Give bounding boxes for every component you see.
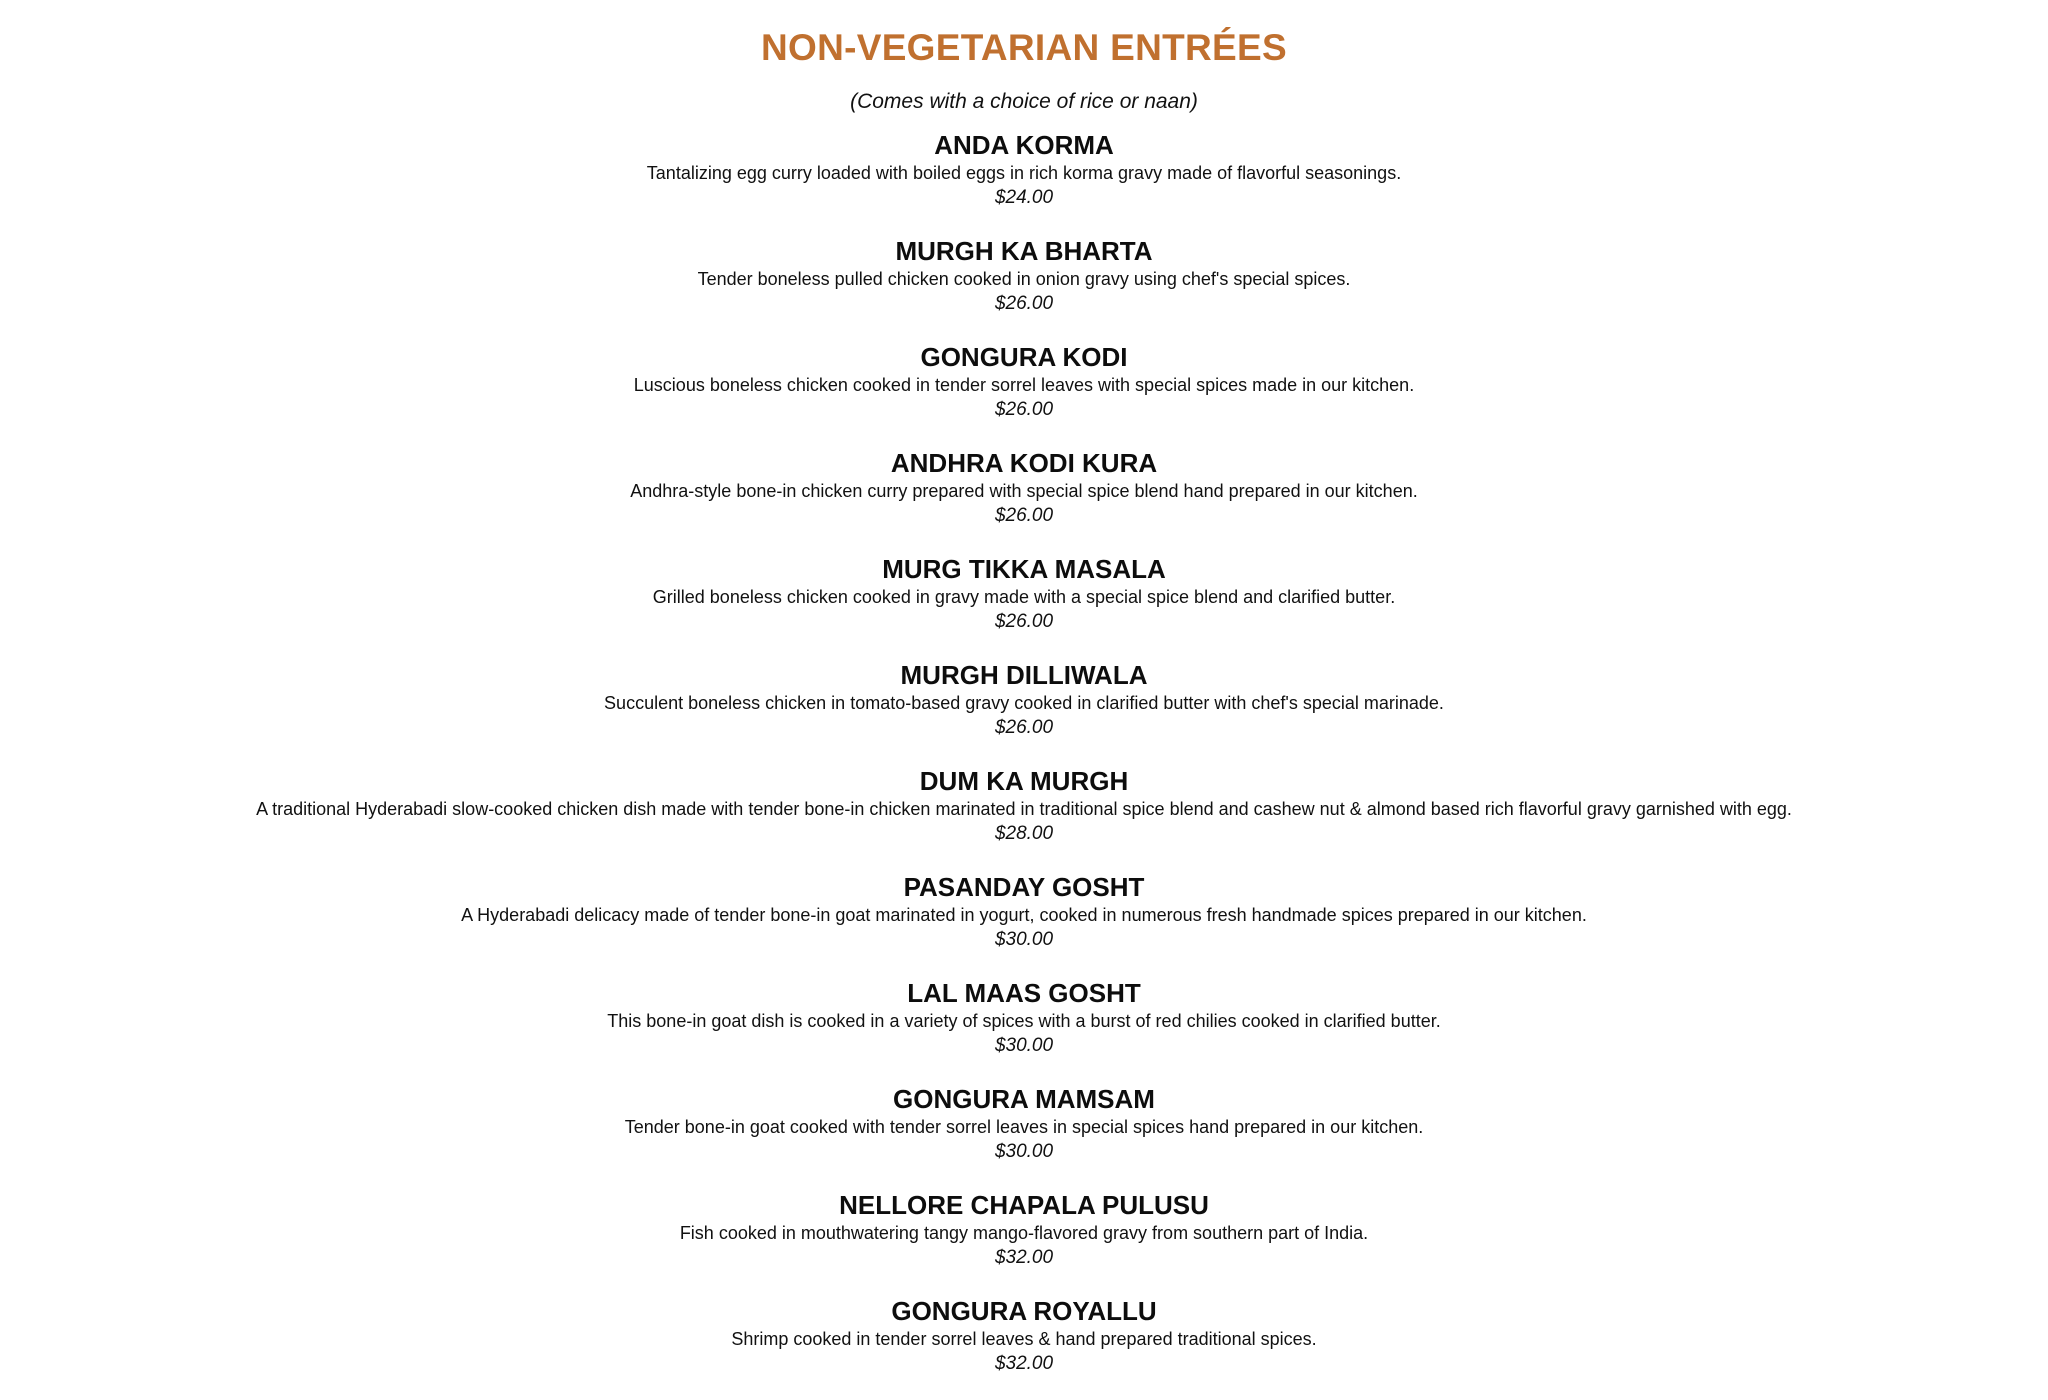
menu-item <box>0 446 2048 552</box>
menu-item <box>0 764 2048 870</box>
item-price: $26.00 <box>994 611 1054 632</box>
menu-item <box>0 976 2048 1082</box>
item-description: Tantalizing egg curry loaded with boiled eggs in rich korma gravy made of flavorful seasonings. <box>646 163 1402 183</box>
item-description: Luscious boneless chicken cooked in tender sorrel leaves with special spices made in our kitchen. <box>633 375 1415 395</box>
menu-item <box>0 128 2048 234</box>
item-price: $26.00 <box>994 399 1054 420</box>
menu-item <box>0 1294 2048 1400</box>
item-description: Fish cooked in mouthwatering tangy mango-flavored gravy from southern part of India. <box>679 1223 1369 1243</box>
menu-item <box>0 340 2048 446</box>
item-name: GONGURA ROYALLU <box>891 1296 1157 1326</box>
item-description: Succulent boneless chicken in tomato-based gravy cooked in clarified butter with chef's special marinade. <box>604 693 1444 713</box>
menu-item <box>0 552 2048 658</box>
menu-list <box>0 128 2048 1400</box>
item-name: MURGH KA BHARTA <box>895 236 1153 266</box>
item-description: Tender boneless pulled chicken cooked in onion gravy using chef's special spices. <box>697 269 1351 289</box>
item-description: This bone-in goat dish is cooked in a variety of spices with a burst of red chilies cooked in clarified butter. <box>607 1011 1441 1031</box>
item-price: $32.00 <box>994 1247 1054 1268</box>
section-subtitle: (Comes with a choice of rice or naan) <box>850 90 1198 113</box>
menu-item <box>0 870 2048 976</box>
item-description: Tender bone-in goat cooked with tender sorrel leaves in special spices hand prepared in our kitchen. <box>624 1117 1424 1137</box>
item-price: $26.00 <box>994 293 1054 314</box>
item-description: A traditional Hyderabadi slow-cooked chicken dish made with tender bone-in chicken marinated in traditional spice blend and cashew nut & almond based rich flavorful gravy garnished with egg. <box>256 799 1792 819</box>
item-description: Grilled boneless chicken cooked in gravy made with a special spice blend and clarified butter. <box>652 587 1396 607</box>
item-name: MURG TIKKA MASALA <box>882 554 1166 584</box>
item-price: $28.00 <box>994 823 1054 844</box>
item-price: $24.00 <box>994 187 1054 208</box>
item-name: GONGURA KODI <box>920 342 1128 372</box>
item-name: ANDHRA KODI KURA <box>890 448 1158 478</box>
item-name: DUM KA MURGH <box>919 766 1129 796</box>
menu-item <box>0 234 2048 340</box>
item-name: MURGH DILLIWALA <box>900 660 1148 690</box>
item-name: ANDA KORMA <box>934 130 1114 160</box>
item-price: $26.00 <box>994 717 1054 738</box>
item-name: GONGURA MAMSAM <box>893 1084 1155 1114</box>
item-name: NELLORE CHAPALA PULUSU <box>839 1190 1209 1220</box>
menu-item <box>0 1188 2048 1294</box>
section-title: NON-VEGETARIAN ENTRÉES <box>760 27 1287 68</box>
item-price: $30.00 <box>994 929 1054 950</box>
item-description: Shrimp cooked in tender sorrel leaves & hand prepared traditional spices. <box>731 1329 1317 1349</box>
item-name: LAL MAAS GOSHT <box>907 978 1141 1008</box>
item-price: $30.00 <box>994 1141 1054 1162</box>
menu-item <box>0 1082 2048 1188</box>
item-price: $32.00 <box>994 1353 1054 1374</box>
item-price: $26.00 <box>994 505 1054 526</box>
item-name: PASANDAY GOSHT <box>903 872 1145 902</box>
item-price: $30.00 <box>994 1035 1054 1056</box>
menu-item <box>0 658 2048 764</box>
item-description: Andhra-style bone-in chicken curry prepared with special spice blend hand prepared in our kitchen. <box>630 481 1418 501</box>
item-description: A Hyderabadi delicacy made of tender bone-in goat marinated in yogurt, cooked in numerous fresh handmade spices prepared in our kitchen. <box>461 905 1587 925</box>
